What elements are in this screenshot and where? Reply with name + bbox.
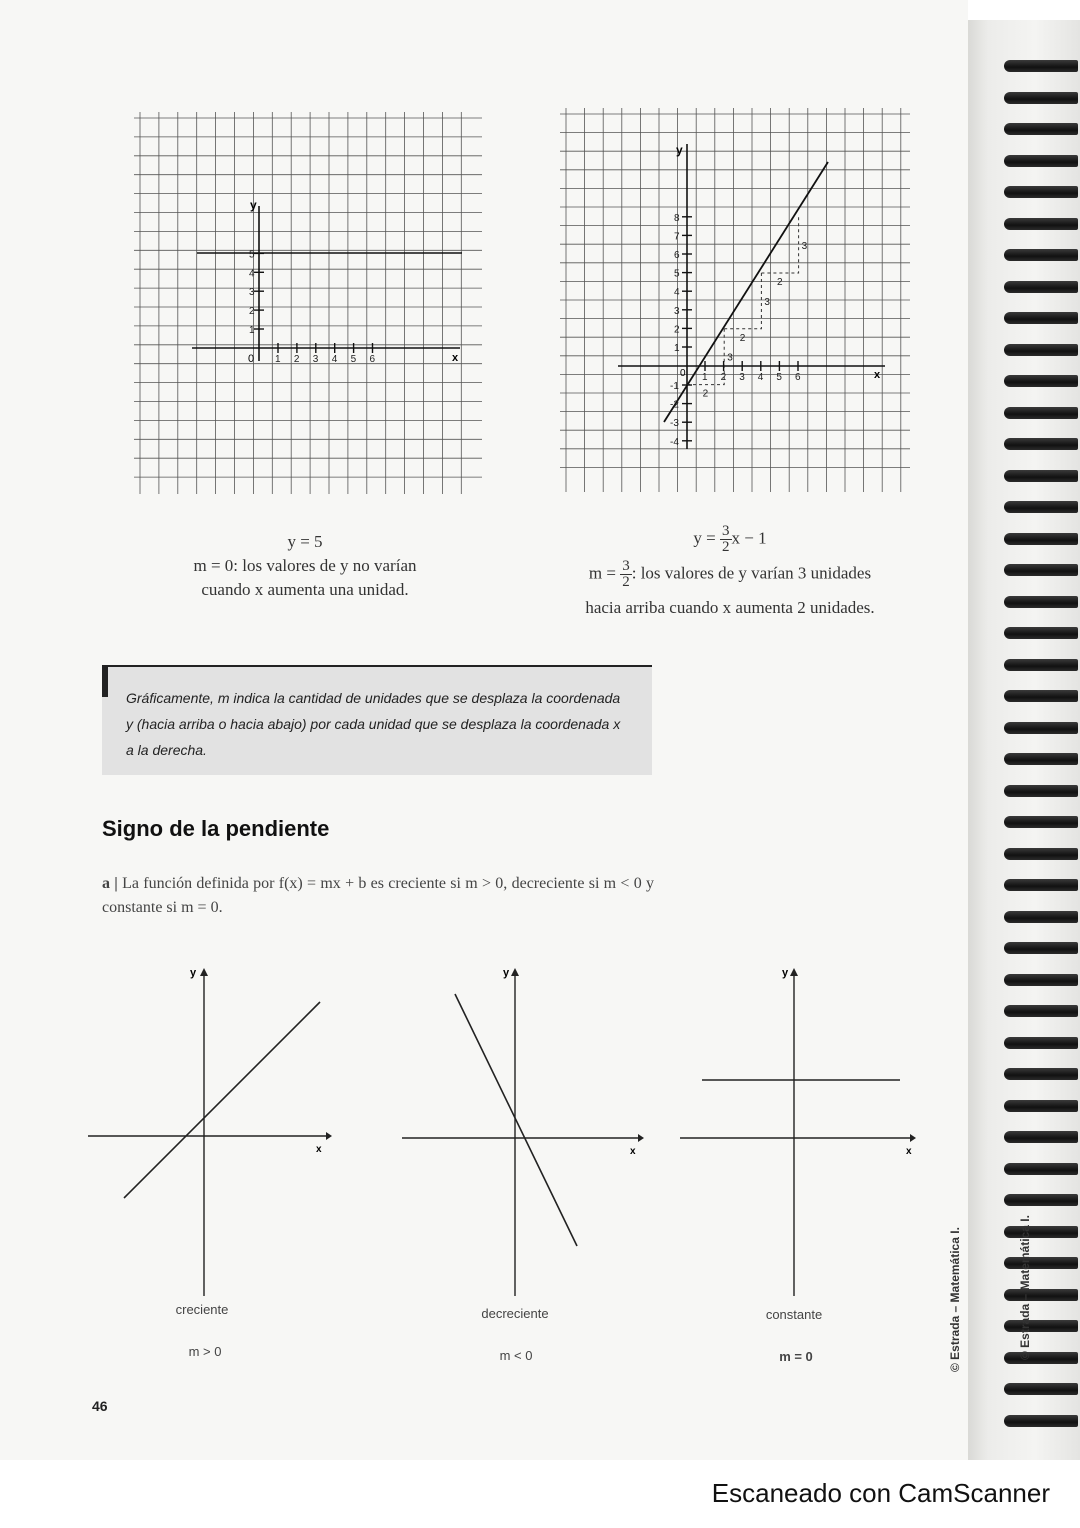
fraction: $\frac{3}{2}$: [722, 523, 730, 555]
spiral-coil: [1004, 911, 1078, 923]
spiral-coil: [1004, 816, 1078, 828]
spiral-coil: [1004, 344, 1078, 356]
spiral-coil: [1004, 218, 1078, 230]
spiral-coil: [1004, 627, 1078, 639]
spiral-coil: [1004, 785, 1078, 797]
y-tick-label: 3: [249, 287, 255, 299]
caption-left-line1: m = 0: los valores de y no varían: [193, 556, 417, 575]
spiral-coil: [1004, 1352, 1078, 1364]
graph-linear-function: [560, 104, 910, 494]
y-tick-label: 2: [674, 324, 680, 336]
spiral-coil: [1004, 92, 1078, 104]
note-marker: [102, 667, 108, 697]
x-tick-label: 5: [350, 354, 357, 365]
spiral-coil: [1004, 155, 1078, 167]
spiral-coil: [1004, 501, 1078, 513]
caption-right: [560, 524, 900, 620]
spiral-coil: [1004, 533, 1078, 545]
y-tick-label: 1: [674, 343, 680, 354]
x-tick-label: 2: [720, 372, 727, 383]
y-tick-label: 6: [674, 250, 680, 261]
spiral-coil: [1004, 1320, 1078, 1332]
svg-text:x: x: [316, 1144, 322, 1155]
y-tick-label: -2: [670, 399, 679, 411]
spiral-coil: [1004, 848, 1078, 860]
function-line: [664, 162, 828, 422]
x-tick-label: 1: [702, 372, 708, 383]
paragraph: [102, 872, 654, 920]
y-tick-label: 2: [249, 306, 255, 318]
step-rise-label: 3: [727, 352, 733, 364]
x-tick-label: 5: [776, 372, 782, 383]
x-tick-label: 4: [757, 372, 764, 383]
spiral-coil: [1004, 1131, 1078, 1143]
svg-text:x: x: [630, 1146, 636, 1157]
spiral-coil: [1004, 942, 1078, 954]
condition-decreasing: m < 0: [499, 1348, 533, 1363]
paragraph-text: La función definida por f(x) = mx + b es creciente si m > 0, decreciente si m < 0 y constante si m = 0.: [102, 875, 655, 916]
label-decreasing: decreciente: [481, 1306, 549, 1321]
step-rise-label: 3: [801, 241, 808, 253]
y-axis-label: y: [676, 143, 683, 157]
caption-left-line2: cuando x aumenta una unidad.: [201, 580, 409, 599]
spiral-coil: [1004, 659, 1078, 671]
fraction: $\frac{3}{2}$: [622, 558, 630, 590]
svg-text:y: y: [190, 967, 197, 979]
mini-graph-constant: [678, 962, 928, 1302]
increasing-line: [124, 1002, 320, 1198]
label-constant: constante: [765, 1307, 823, 1322]
step-run-label: 2: [739, 332, 746, 344]
x-tick-label: 6: [369, 354, 376, 365]
spiral-coil: [1004, 1194, 1078, 1206]
spiral-coil: [1004, 1005, 1078, 1017]
x-tick-label: 1: [275, 354, 281, 365]
spiral-coil: [1004, 123, 1078, 135]
spiral-coil: [1004, 1037, 1078, 1049]
y-axis-label: y: [250, 198, 257, 212]
mini-graph-decreasing: [400, 962, 650, 1302]
decreasing-line: [455, 994, 577, 1246]
x-tick-label: 4: [331, 354, 338, 365]
condition-constant: m = 0: [779, 1349, 813, 1364]
y-tick-label: 4: [249, 268, 255, 280]
spiral-coil: [1004, 1163, 1078, 1175]
spiral-coil: [1004, 186, 1078, 198]
x-axis-label: x: [452, 352, 459, 364]
svg-text:y: y: [782, 967, 789, 979]
x-tick-label: 3: [739, 372, 745, 383]
x-axis-label: x: [874, 369, 881, 381]
side-label-2: © Estrada – Matemática I.: [1018, 1215, 1032, 1360]
y-tick-label: 3: [674, 305, 680, 317]
y-tick-label: -4: [670, 436, 679, 448]
slope-line: m = $\frac{3}{2}$ : los valores de y varían 3 unidades: [588, 558, 872, 590]
y-tick-label: 8: [674, 212, 680, 224]
equation-left: y = 5: [287, 532, 323, 551]
caption-left: [150, 530, 460, 602]
x-tick-label: 3: [312, 354, 319, 365]
equation-right: y = $\frac{3}{2}$ x − 1: [693, 523, 767, 555]
y-tick-label: -3: [670, 418, 679, 430]
x-tick-label: 6: [795, 372, 801, 383]
step-rise-label: 3: [764, 296, 770, 308]
spiral-coil: [1004, 690, 1078, 702]
item-marker: a |: [102, 875, 118, 892]
y-tick-label: 5: [674, 268, 680, 280]
y-tick-label: 4: [674, 287, 680, 299]
spiral-coil: [1004, 722, 1078, 734]
step-run-label: 2: [777, 277, 783, 288]
mini-graph-increasing: [86, 962, 336, 1302]
spiral-coil: [1004, 470, 1078, 482]
spiral-coil: [1004, 281, 1078, 293]
note-box: [102, 665, 652, 775]
graph-constant-function: [132, 106, 482, 496]
spiral-coil: [1004, 1100, 1078, 1112]
svg-text:y: y: [503, 967, 510, 979]
spiral-coil: [1004, 60, 1078, 72]
caption-right-line2: hacia arriba cuando x aumenta 2 unidades.: [585, 598, 875, 617]
label-increasing: creciente: [175, 1302, 229, 1317]
spiral-coil: [1004, 407, 1078, 419]
origin-label: 0: [248, 353, 255, 365]
spiral-coil: [1004, 596, 1078, 608]
spiral-coil: [1004, 1289, 1078, 1301]
spiral-coil: [1004, 249, 1078, 261]
origin-label: 0: [680, 368, 686, 379]
condition-increasing: m > 0: [188, 1344, 222, 1359]
spiral-coil: [1004, 312, 1078, 324]
step-run-label: 2: [702, 388, 709, 400]
note-text: Gráficamente, m indica la cantidad de unidades que se desplaza la coordenada y (hacia arriba o hacia abajo) por cada unidad que se desplaza la coordenada x a la derecha.: [126, 690, 621, 758]
spiral-coil: [1004, 753, 1078, 765]
spiral-coil: [1004, 974, 1078, 986]
x-tick-label: 2: [293, 354, 300, 365]
y-tick-label: 5: [249, 249, 255, 261]
spiral-coil: [1004, 1068, 1078, 1080]
spiral-coil: [1004, 564, 1078, 576]
spiral-coil: [1004, 438, 1078, 450]
svg-text:x: x: [906, 1146, 912, 1157]
section-title: Signo de la pendiente: [102, 816, 330, 841]
spiral-coil: [1004, 879, 1078, 891]
spiral-coil: [1004, 1257, 1078, 1269]
spiral-coil: [1004, 1415, 1078, 1427]
side-label-1: © Estrada – Matemática I.: [948, 1227, 962, 1372]
page-number: 46: [92, 1398, 108, 1414]
spiral-coil: [1004, 375, 1078, 387]
y-tick-label: -1: [670, 381, 679, 392]
spiral-coil: [1004, 1226, 1078, 1238]
y-tick-label: 7: [674, 231, 680, 243]
spiral-coil: [1004, 1383, 1078, 1395]
footer-watermark: Escaneado con CamScanner: [711, 1478, 1050, 1508]
y-tick-label: 1: [249, 325, 255, 336]
